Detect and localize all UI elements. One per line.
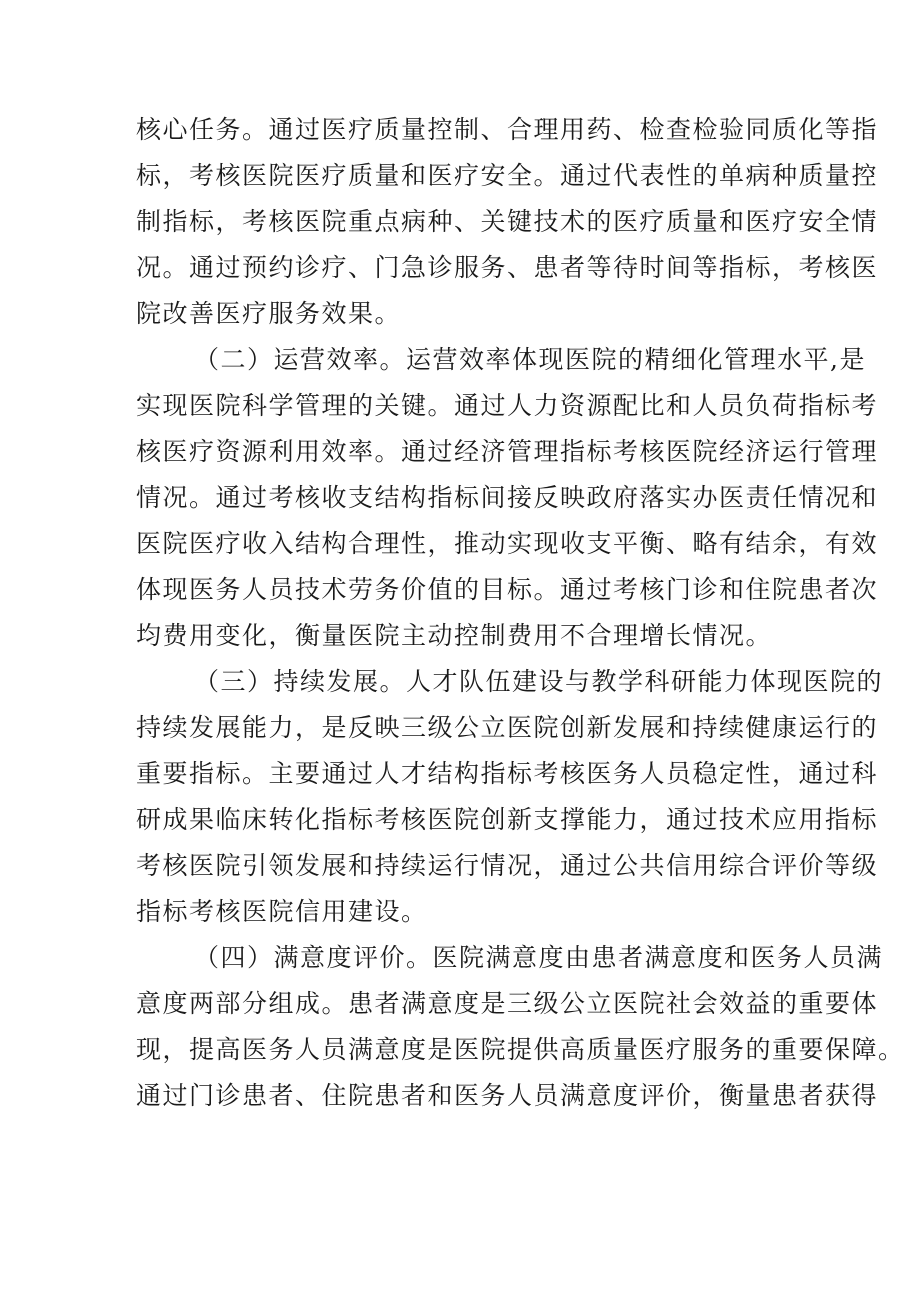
text-line: 重要指标。主要通过人才结构指标考核医务人员稳定性，通过科: [136, 759, 879, 788]
text-line: 核医疗资源利用效率。通过经济管理指标考核医院经济运行管理: [136, 437, 879, 466]
text-line: 医院医疗收入结构合理性，推动实现收支平衡、略有结余，有效: [136, 529, 879, 558]
text-line: 意度两部分组成。患者满意度是三级公立医院社会效益的重要体: [136, 989, 879, 1018]
body-text: [136, 107, 905, 1119]
text-line: 制指标，考核医院重点病种、关键技术的医疗质量和医疗安全情: [136, 207, 879, 236]
text-line: 院改善医疗服务效果。: [136, 299, 402, 328]
text-line: 均费用变化，衡量医院主动控制费用不合理增长情况。: [136, 621, 773, 650]
section-heading-line: （二）运营效率。运营效率体现医院的精细化管理水平,是: [194, 345, 866, 374]
text-line: 指标考核医院信用建设。: [136, 897, 428, 926]
text-line: 体现医务人员技术劳务价值的目标。通过考核门诊和住院患者次: [136, 575, 879, 604]
text-line: 核心任务。通过医疗质量控制、合理用药、检查检验同质化等指: [136, 115, 879, 144]
section-heading-line: （四）满意度评价。医院满意度由患者满意度和医务人员满: [194, 943, 884, 972]
text-line: 现，提高医务人员满意度是医院提供高质量医疗服务的重要保障。: [136, 1035, 905, 1064]
text-line: 实现医院科学管理的关键。通过人力资源配比和人员负荷指标考: [136, 391, 879, 420]
text-line: 研成果临床转化指标考核医院创新支撑能力，通过技术应用指标: [136, 805, 879, 834]
text-line: 持续发展能力，是反映三级公立医院创新发展和持续健康运行的: [136, 713, 879, 742]
text-line: 考核医院引领发展和持续运行情况，通过公共信用综合评价等级: [136, 851, 879, 880]
section-heading-line: （三）持续发展。人才队伍建设与教学科研能力体现医院的: [194, 667, 884, 696]
text-line: 标，考核医院医疗质量和医疗安全。通过代表性的单病种质量控: [136, 161, 879, 190]
text-line: 通过门诊患者、住院患者和医务人员满意度评价，衡量患者获得: [136, 1081, 879, 1110]
text-line: 情况。通过考核收支结构指标间接反映政府落实办医责任情况和: [136, 483, 879, 512]
text-line: 况。通过预约诊疗、门急诊服务、患者等待时间等指标，考核医: [136, 253, 879, 282]
